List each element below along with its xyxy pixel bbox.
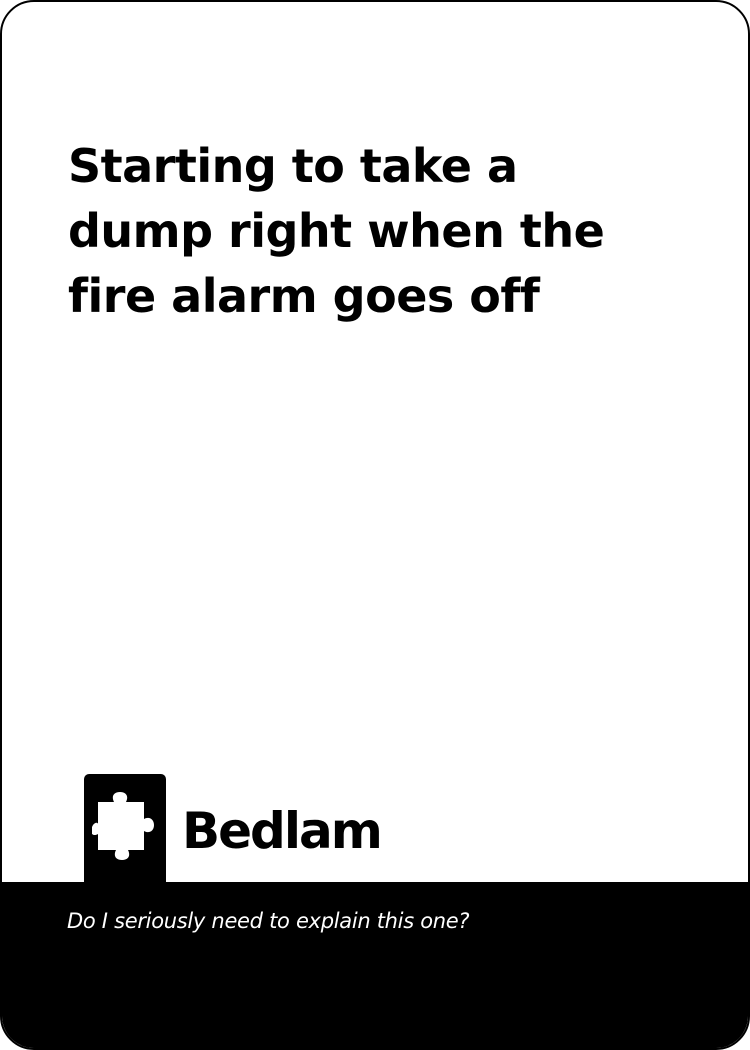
card-flavor-text: Do I seriously need to explain this one?	[67, 909, 470, 933]
card-prompt: Starting to take a dump right when the fire alarm goes off	[68, 139, 605, 323]
puzzle-piece-icon	[92, 792, 158, 868]
brand-name: Bedlam	[182, 802, 381, 860]
brand-logo-tab	[84, 774, 166, 886]
